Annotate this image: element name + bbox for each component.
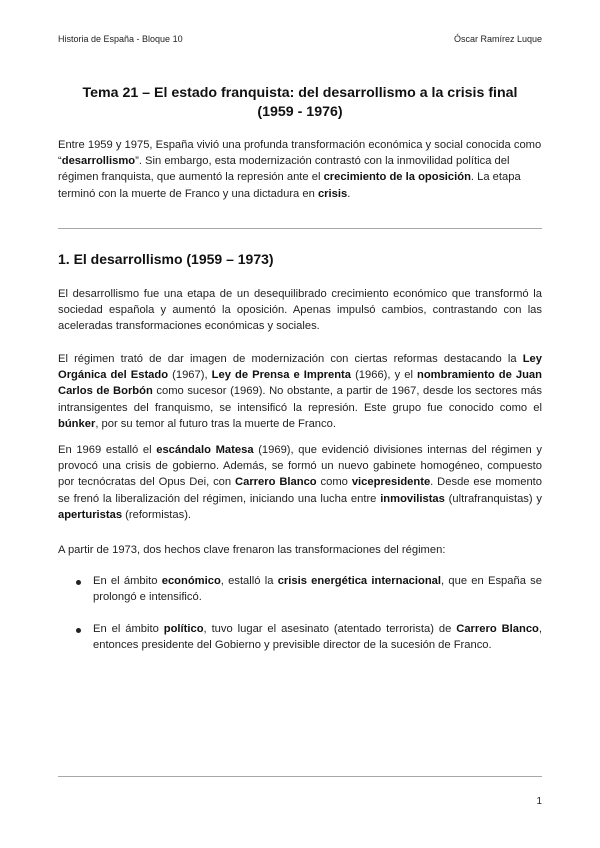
text: , entonces presidente del Gobierno y previsible director de la sucesión de Franco.	[93, 623, 543, 652]
text: , que en España se prolongó e intensificó.	[93, 575, 542, 604]
bullet-item-political	[93, 621, 542, 653]
text: (1969), que evidenció divisiones internas del régimen y provocó una crisis de gobierno. Además, se formó un nuevo gabinete homogéneo, compuesto por tecnócratas del Opus Dei, con	[58, 444, 542, 489]
bold-term: vicepresidente	[351, 476, 431, 489]
bold-term: escándalo Matesa	[156, 444, 254, 456]
bold-term: económico	[161, 575, 221, 587]
paragraph-4: A partir de 1973, dos hechos clave frenaron las transformaciones del régimen:	[58, 544, 446, 556]
bold-term: aperturistas	[58, 508, 123, 521]
text: Entre 1959 y 1975, España vivió una profunda transformación económica y social conocida como “	[58, 139, 542, 168]
text: ”. Sin embargo, esta modernización contrastó con la inmovilidad política del régimen franquista, que aumentó la represión ante el	[58, 155, 510, 184]
title-line-1: Tema 21 – El estado franquista: del desarrollismo a la crisis final	[82, 85, 518, 101]
section-heading: 1. El desarrollismo (1959 – 1973)	[58, 251, 274, 267]
text: El régimen trató de dar imagen de modernización con ciertas reformas destacando la	[58, 353, 523, 365]
page-number: 1	[536, 796, 542, 807]
text: , estalló la	[220, 575, 278, 587]
bold-term: búnker	[58, 417, 96, 430]
bold-term: Ley Orgánica del Estado	[58, 353, 542, 382]
bold-term: Carrero Blanco	[235, 476, 317, 489]
bold-term: Ley de Prensa e Imprenta	[211, 369, 352, 382]
bullet-item-economic	[93, 573, 542, 605]
bold-term: crecimiento de la oposición	[323, 171, 471, 184]
intro-paragraph	[58, 137, 542, 202]
paragraph-1: El desarrollismo fue una etapa de un desequilibrado crecimiento económico que transformó la sociedad española y aumentó la oposición. Apenas impulsó cambios, contrastando con las aceleradas transformaciones económicas y sociales.	[58, 288, 542, 333]
text: En 1969 estalló el	[58, 444, 157, 456]
text: (1966), y el	[351, 369, 417, 382]
divider	[58, 228, 542, 229]
text: , por su temor al futuro tras la muerte de Franco.	[95, 417, 336, 430]
text: (ultrafranquistas) y	[444, 492, 543, 505]
text: , tuvo lugar el asesinato (atentado terrorista) de	[203, 623, 457, 635]
text: . La etapa terminó con la muerte de Franco y una dictadura en	[58, 171, 521, 200]
title-line-2: (1959 - 1976)	[257, 104, 343, 120]
bold-term: crisis	[317, 187, 348, 200]
bold-term: Carrero Blanco	[456, 623, 539, 635]
bold-term: político	[163, 623, 204, 635]
text: (reformistas).	[122, 508, 192, 521]
text: como	[316, 476, 352, 489]
text: En el ámbito	[93, 623, 164, 635]
bold-term: desarrollismo	[61, 155, 136, 168]
text: (1967),	[168, 369, 212, 382]
bold-term: inmovilistas	[380, 492, 445, 505]
bullet-icon	[76, 580, 81, 585]
page-title	[58, 84, 542, 122]
text: En el ámbito	[93, 575, 162, 587]
bold-term: crisis energética internacional	[277, 575, 442, 587]
header-right: Óscar Ramírez Luque	[453, 34, 542, 44]
header-left: Historia de España - Bloque 10	[58, 34, 183, 44]
paragraph-2	[58, 351, 542, 432]
bullet-icon	[76, 628, 81, 633]
paragraph-3	[58, 442, 542, 523]
text: como sucesor (1969). No obstante, a partir de 1967, desde los sectores más intransigentes del franquismo, se intensificó la represión. Este grupo fue conocido como el	[58, 385, 542, 414]
text: .	[347, 187, 351, 200]
text: . Desde ese momento se frenó la liberalización del régimen, iniciando una lucha entre	[58, 476, 542, 505]
footer-divider	[58, 776, 542, 777]
bold-term: nombramiento de Juan Carlos de Borbón	[58, 369, 542, 398]
